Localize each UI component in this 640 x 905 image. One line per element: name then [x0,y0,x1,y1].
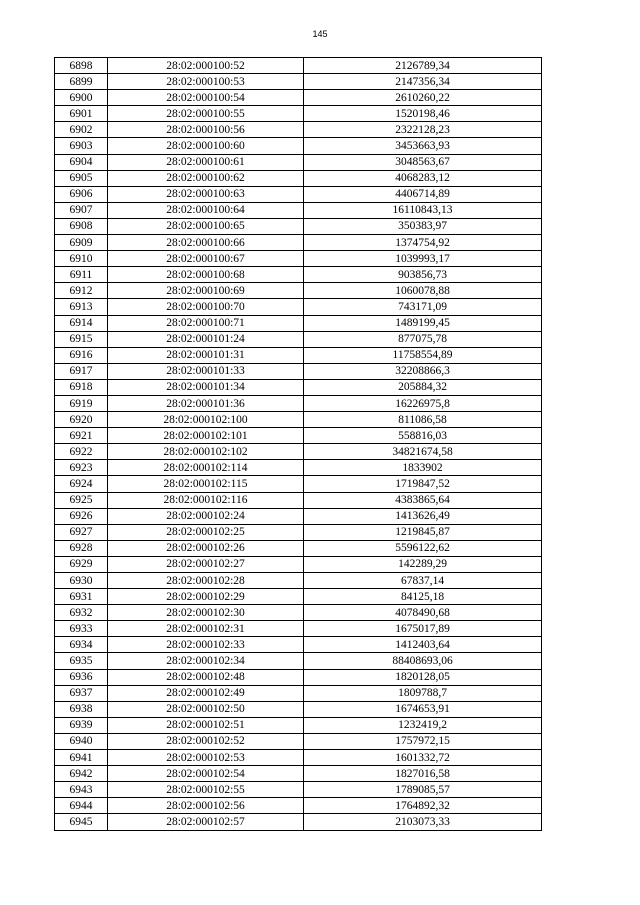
table-row [55,444,542,460]
cadastral-number-cell: 28:02:000102:30 [108,605,304,621]
value-cell: 67837,14 [304,573,542,589]
cadastral-number-cell: 28:02:000101:31 [108,347,304,363]
value-cell: 1675017,89 [304,621,542,637]
table-row [55,267,542,283]
cadastral-number-cell: 28:02:000100:64 [108,202,304,218]
table-row [55,637,542,653]
table-row [55,733,542,749]
row-number-cell: 6908 [55,218,108,234]
cadastral-number-cell: 28:02:000102:49 [108,685,304,701]
row-number-cell: 6929 [55,556,108,572]
row-number-cell: 6921 [55,428,108,444]
row-number-cell: 6900 [55,90,108,106]
row-number-cell: 6909 [55,235,108,251]
row-number-cell: 6919 [55,395,108,411]
cadastral-number-cell: 28:02:000100:63 [108,186,304,202]
row-number-cell: 6943 [55,782,108,798]
cadastral-number-cell: 28:02:000102:116 [108,492,304,508]
cadastral-number-cell: 28:02:000102:34 [108,653,304,669]
table-row [55,170,542,186]
cadastral-number-cell: 28:02:000102:29 [108,589,304,605]
page-number: 145 [312,29,328,39]
row-number-cell: 6936 [55,669,108,685]
table-row [55,621,542,637]
value-cell: 5596122,62 [304,540,542,556]
cadastral-number-cell: 28:02:000102:33 [108,637,304,653]
cadastral-number-cell: 28:02:000102:50 [108,701,304,717]
cadastral-number-cell: 28:02:000100:62 [108,170,304,186]
table-row [55,251,542,267]
value-cell: 1789085,57 [304,782,542,798]
table-row [55,58,542,74]
value-cell: 1039993,17 [304,251,542,267]
row-number-cell: 6922 [55,444,108,460]
row-number-cell: 6899 [55,74,108,90]
value-cell: 34821674,58 [304,444,542,460]
row-number-cell: 6935 [55,653,108,669]
value-cell: 1232419,2 [304,717,542,733]
cadastral-number-cell: 28:02:000100:54 [108,90,304,106]
value-cell: 1601332,72 [304,750,542,766]
table-row [55,235,542,251]
value-cell: 2147356,34 [304,74,542,90]
row-number-cell: 6938 [55,701,108,717]
cadastral-number-cell: 28:02:000102:27 [108,556,304,572]
cadastral-number-cell: 28:02:000100:71 [108,315,304,331]
table-row [55,154,542,170]
cadastral-number-cell: 28:02:000102:51 [108,717,304,733]
row-number-cell: 6933 [55,621,108,637]
cadastral-number-cell: 28:02:000100:56 [108,122,304,138]
table-row [55,460,542,476]
value-cell: 32208866,3 [304,363,542,379]
row-number-cell: 6930 [55,573,108,589]
row-number-cell: 6906 [55,186,108,202]
cadastral-number-cell: 28:02:000102:26 [108,540,304,556]
value-cell: 142289,29 [304,556,542,572]
cadastral-number-cell: 28:02:000100:65 [108,218,304,234]
row-number-cell: 6937 [55,685,108,701]
cadastral-number-cell: 28:02:000101:36 [108,395,304,411]
row-number-cell: 6912 [55,283,108,299]
table-row [55,750,542,766]
row-number-cell: 6904 [55,154,108,170]
row-number-cell: 6927 [55,524,108,540]
row-number-cell: 6944 [55,798,108,814]
cadastral-number-cell: 28:02:000102:102 [108,444,304,460]
row-number-cell: 6931 [55,589,108,605]
value-cell: 1674653,91 [304,701,542,717]
table-body [55,58,542,831]
cadastral-number-cell: 28:02:000102:25 [108,524,304,540]
value-cell: 1764892,32 [304,798,542,814]
table-row [55,138,542,154]
row-number-cell: 6911 [55,267,108,283]
value-cell: 1520198,46 [304,106,542,122]
value-cell: 4383865,64 [304,492,542,508]
table-row [55,299,542,315]
value-cell: 1809788,7 [304,685,542,701]
row-number-cell: 6903 [55,138,108,154]
row-number-cell: 6910 [55,251,108,267]
row-number-cell: 6928 [55,540,108,556]
table-row [55,653,542,669]
row-number-cell: 6916 [55,347,108,363]
cadastral-number-cell: 28:02:000102:114 [108,460,304,476]
cadastral-number-cell: 28:02:000102:48 [108,669,304,685]
table-row [55,717,542,733]
cadastral-number-cell: 28:02:000100:70 [108,299,304,315]
table-row [55,540,542,556]
table-row [55,283,542,299]
table-row [55,363,542,379]
value-cell: 743171,09 [304,299,542,315]
table-row [55,379,542,395]
row-number-cell: 6939 [55,717,108,733]
value-cell: 11758554,89 [304,347,542,363]
value-cell: 4406714,89 [304,186,542,202]
row-number-cell: 6902 [55,122,108,138]
row-number-cell: 6914 [55,315,108,331]
row-number-cell: 6932 [55,605,108,621]
value-cell: 84125,18 [304,589,542,605]
value-cell: 1412403,64 [304,637,542,653]
table-row [55,90,542,106]
table-row [55,331,542,347]
cadastral-number-cell: 28:02:000102:53 [108,750,304,766]
cadastral-number-cell: 28:02:000102:24 [108,508,304,524]
cadastral-number-cell: 28:02:000102:56 [108,798,304,814]
table-row [55,492,542,508]
table-row [55,476,542,492]
value-cell: 2103073,33 [304,814,542,830]
value-cell: 16226975,8 [304,395,542,411]
table-row [55,589,542,605]
table-row [55,669,542,685]
value-cell: 16110843,13 [304,202,542,218]
table-row [55,685,542,701]
value-cell: 2126789,34 [304,58,542,74]
cadastral-number-cell: 28:02:000102:55 [108,782,304,798]
cadastral-number-cell: 28:02:000102:100 [108,412,304,428]
row-number-cell: 6926 [55,508,108,524]
cadastral-number-cell: 28:02:000100:55 [108,106,304,122]
value-cell: 1219845,87 [304,524,542,540]
cadastral-number-cell: 28:02:000100:52 [108,58,304,74]
row-number-cell: 6901 [55,106,108,122]
value-cell: 3453663,93 [304,138,542,154]
table-row [55,428,542,444]
value-cell: 350383,97 [304,218,542,234]
value-cell: 558816,03 [304,428,542,444]
table-row [55,412,542,428]
value-cell: 811086,58 [304,412,542,428]
row-number-cell: 6924 [55,476,108,492]
value-cell: 1827016,58 [304,766,542,782]
cadastral-number-cell: 28:02:000102:28 [108,573,304,589]
value-cell: 2322128,23 [304,122,542,138]
table-row [55,798,542,814]
row-number-cell: 6913 [55,299,108,315]
value-cell: 2610260,22 [304,90,542,106]
table-row [55,573,542,589]
table-row [55,218,542,234]
cadastral-number-cell: 28:02:000102:115 [108,476,304,492]
cadastral-number-cell: 28:02:000102:52 [108,733,304,749]
table-row [55,315,542,331]
cadastral-number-cell: 28:02:000100:53 [108,74,304,90]
row-number-cell: 6915 [55,331,108,347]
table-row [55,766,542,782]
value-cell: 1757972,15 [304,733,542,749]
value-cell: 4078490,68 [304,605,542,621]
row-number-cell: 6925 [55,492,108,508]
cadastral-number-cell: 28:02:000101:33 [108,363,304,379]
row-number-cell: 6945 [55,814,108,830]
table-row [55,701,542,717]
table-row [55,395,542,411]
row-number-cell: 6920 [55,412,108,428]
row-number-cell: 6905 [55,170,108,186]
value-cell: 1833902 [304,460,542,476]
table-row [55,347,542,363]
cadastral-number-cell: 28:02:000100:69 [108,283,304,299]
value-cell: 1820128,05 [304,669,542,685]
value-cell: 1489199,45 [304,315,542,331]
value-cell: 4068283,12 [304,170,542,186]
table-row [55,556,542,572]
cadastral-number-cell: 28:02:000102:57 [108,814,304,830]
table-row [55,74,542,90]
table-row [55,814,542,830]
table-row [55,508,542,524]
row-number-cell: 6923 [55,460,108,476]
value-cell: 903856,73 [304,267,542,283]
cadastral-number-cell: 28:02:000100:60 [108,138,304,154]
row-number-cell: 6940 [55,733,108,749]
table-row [55,524,542,540]
table-row [55,106,542,122]
value-cell: 1413626,49 [304,508,542,524]
row-number-cell: 6918 [55,379,108,395]
row-number-cell: 6942 [55,766,108,782]
cadastral-number-cell: 28:02:000102:31 [108,621,304,637]
value-cell: 877075,78 [304,331,542,347]
table-row [55,186,542,202]
table-row [55,605,542,621]
cadastral-number-cell: 28:02:000101:24 [108,331,304,347]
table-row [55,782,542,798]
row-number-cell: 6941 [55,750,108,766]
table-row [55,202,542,218]
row-number-cell: 6898 [55,58,108,74]
row-number-cell: 6934 [55,637,108,653]
cadastral-number-cell: 28:02:000100:61 [108,154,304,170]
row-number-cell: 6907 [55,202,108,218]
row-number-cell: 6917 [55,363,108,379]
value-cell: 3048563,67 [304,154,542,170]
cadastral-number-cell: 28:02:000100:68 [108,267,304,283]
value-cell: 88408693,06 [304,653,542,669]
value-cell: 1060078,88 [304,283,542,299]
cadastral-number-cell: 28:02:000101:34 [108,379,304,395]
value-cell: 1719847,52 [304,476,542,492]
value-cell: 205884,32 [304,379,542,395]
cadastral-number-cell: 28:02:000100:66 [108,235,304,251]
table-row [55,122,542,138]
value-cell: 1374754,92 [304,235,542,251]
cadastral-number-cell: 28:02:000102:54 [108,766,304,782]
cadastral-number-cell: 28:02:000102:101 [108,428,304,444]
data-table [54,57,542,831]
cadastral-number-cell: 28:02:000100:67 [108,251,304,267]
